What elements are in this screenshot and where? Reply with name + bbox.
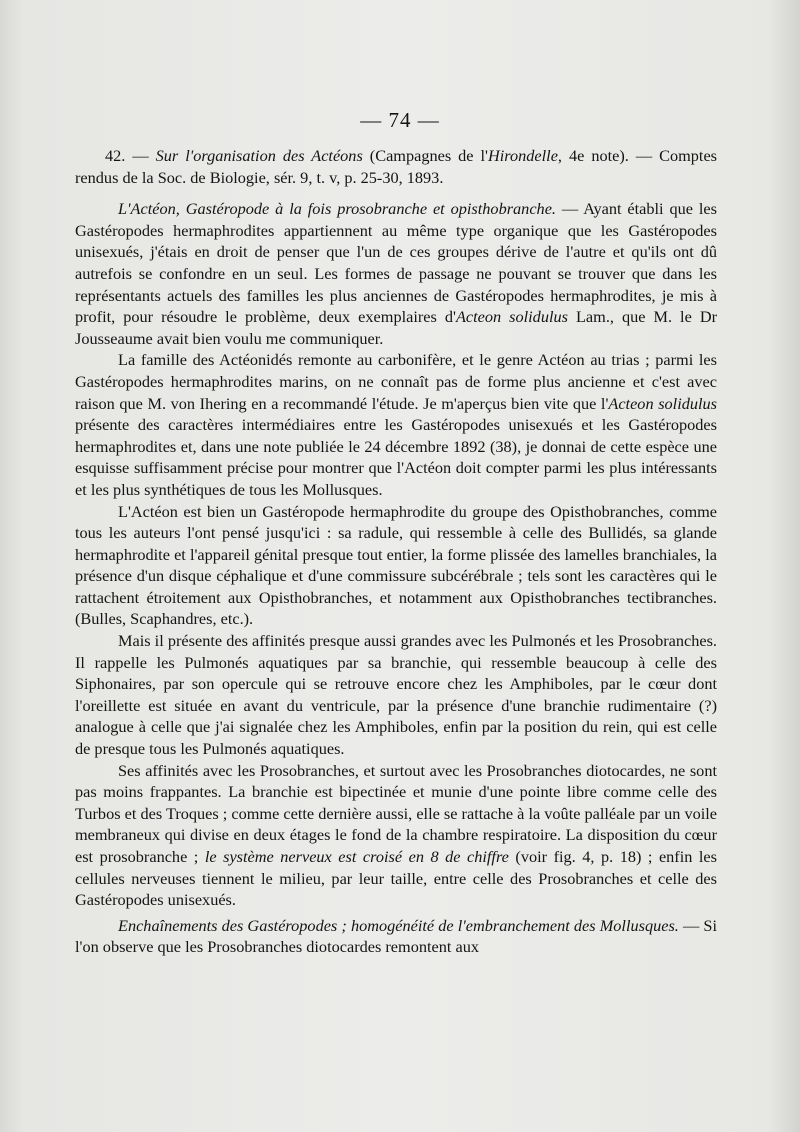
paragraph-3: L'Actéon est bien un Gastéropode hermaphrodite du groupe des Opisthobranches, comme tous les auteurs l'ont pensé jusqu'ici : sa radule, qui ressemble à celle des Bullidés, sa glande hermaphrodite et l'appareil génital presque tout entier, la forme plissée des lamelles branchiales, la présence d'un disque céphalique et d'une commissure subcérébrale ; tels sont les caractères qui le rattachent étroitement aux Opisthobranches, et notamment aux Opisthobranches tectibranches. (Bulles, Scaphandres, etc.). <box>75 501 717 629</box>
reference-entry: 42. — Sur l'organisation des Actéons (Campagnes de l'Hirondelle, 4e note). — Comptes rendus de la Soc. de Biologie, sér. 9, t. v, p. 25-30, 1893. <box>75 146 718 187</box>
paragraph-6: Enchaînements des Gastéropodes ; homogénéité de l'embranchement des Mollusques. — Si l'on observe que les Prosobranches diotocardes remontent aux <box>75 915 717 957</box>
section-title-2: Enchaînements des Gastéropodes ; homogénéité de l'embranchement des Mollusques. <box>118 915 679 935</box>
paragraph-5: Ses affinités avec les Prosobranches, et surtout avec les Prosobranches diotocardes, ne sont pas moins frappantes. La branchie est bipectinée et munie d'une pointe libre comme celle des Turbos et des Troques ; comme cette dernière aussi, elle se rattache à la voûte palléale par un voile membraneux qui divise en deux étages le fond de la chambre respiratoire. La disposition du cœur est prosobranche ; le système nerveux est croisé en 8 de chiffre (voir fig. 4, p. 18) ; enfin les cellules nerveuses tiennent le milieu, par leur taille, entre celle des Prosobranches et celle des Gastéropodes unisexués. <box>75 760 717 910</box>
reference-title: Sur l'organisation des Actéons <box>155 146 363 165</box>
reference-number: 42. — <box>105 146 149 165</box>
paragraph-1: L'Actéon, Gastéropode à la fois prosobranche et opisthobranche. — Ayant établi que les Gastéropodes hermaphrodites appartiennent au même type organique que les Gastéropodes unisexués, j'étais en droit de penser que l'un de ces groupes dérive de l'autre et qu'ils ont dû autrefois se confondre en un seul. Les formes de passage ne pouvant se trouver que dans les représentants actuels des familles les plus anciennes de Gastéropodes hermaphrodites, je mis à profit, pour résoudre le problème, deux exemplaires d'Acteon solidulus Lam., que M. le Dr Jousseaume avait bien voulu me communiquer. <box>75 199 718 348</box>
paragraph-4: Mais il présente des affinités presque aussi grandes avec les Pulmonés et les Prosobranches. Il rappelle les Pulmonés aquatiques par sa branchie, qui ressemble beaucoup à celle des Siphonaires, par son opercule qui se retrouve encore chez les Amphiboles, par le cœur dont l'oreillette est située en avant du ventricule, par la présence d'une branchie rudimentaire (?) analogue à celle que j'ai signalée chez les Amphiboles, enfin par la position du rein, qui est celle de presque tous les Pulmonés aquatiques. <box>75 631 717 759</box>
paragraph-2: La famille des Actéonidés remonte au carbonifère, et le genre Actéon au trias ; parmi les Gastéropodes hermaphrodites marins, on ne connaît pas de forme plus ancienne et c'est avec raison que M. von Ihering en a recommandé l'étude. Je m'aperçus bien vite que l'Acteon solidulus présente des caractères intermédiaires entre les Gastéropodes unisexués et les Gastéropodes hermaphrodites et, dans une note publiée le 24 décembre 1892 (38), je donnai de cette espèce une esquisse suffisamment précise pour montrer que l'Actéon doit compter parmi les plus intéressants et les plus synthétiques de tous les Mollusques. <box>75 350 717 499</box>
page-number: — 74 — <box>360 108 440 132</box>
section-title: L'Actéon, Gastéropode à la fois prosobranche et opisthobranche. <box>118 199 556 219</box>
page-body <box>75 145 717 958</box>
